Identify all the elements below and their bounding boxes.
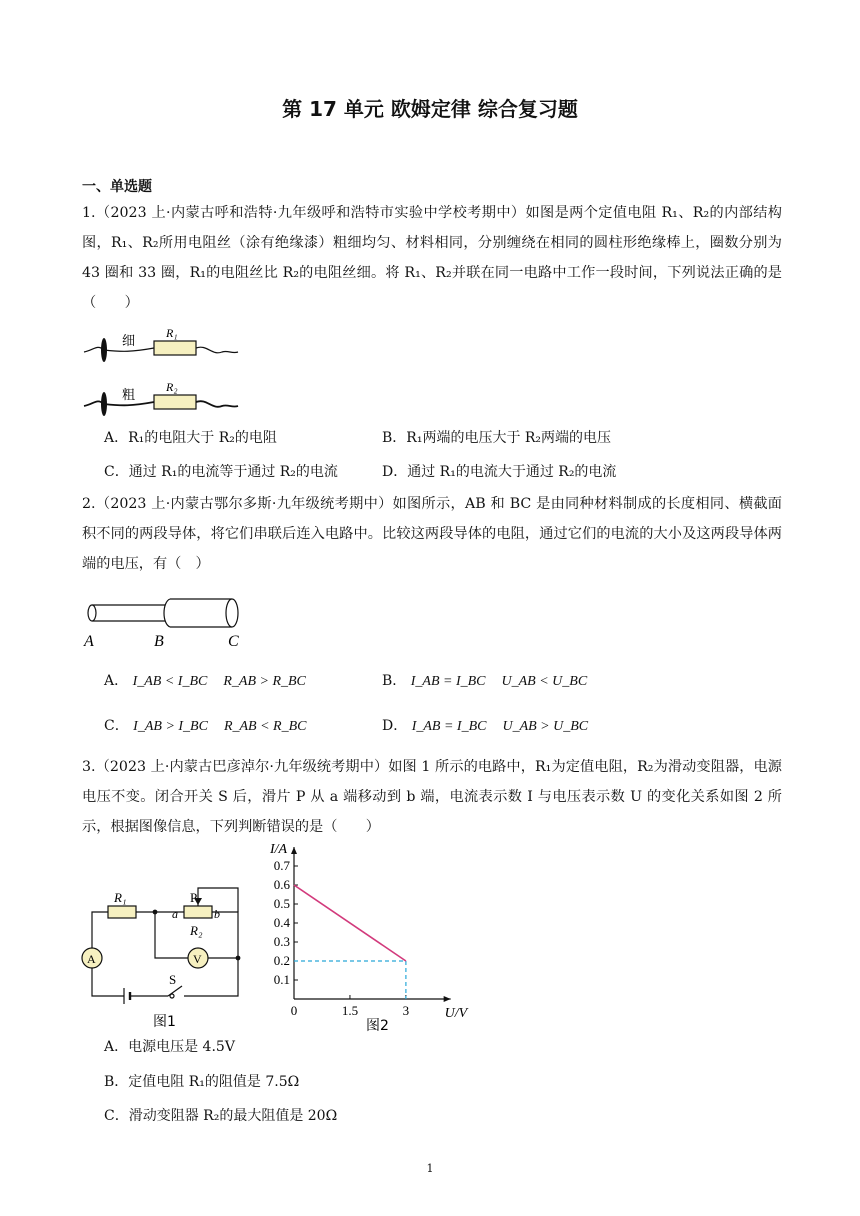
ammeter-label: A	[87, 952, 96, 966]
y-tick-label: 0.7	[273, 858, 290, 873]
voltmeter-label: V	[193, 952, 202, 966]
q3-option-a[interactable]: A．电源电压是 4.5V	[104, 1039, 235, 1055]
x-axis-label: U/V	[444, 1006, 468, 1021]
x-tick-label: 0	[290, 1003, 298, 1018]
circuit-diagram-fig1	[80, 880, 250, 1030]
y-tick-label: 0.6	[273, 877, 290, 892]
q2-option-a[interactable]	[104, 671, 322, 692]
option-expr-2: U_AB < U_BC	[501, 674, 588, 689]
option-letter: D．	[382, 718, 408, 734]
slider-p-label: P	[190, 890, 198, 905]
circuit-r1-label: R₁	[114, 890, 127, 905]
r2-label: R₂	[166, 380, 178, 394]
option-expr-2: R_AB > R_BC	[223, 674, 306, 689]
y-tick-label: 0.3	[273, 934, 290, 949]
point-c-label: C	[228, 633, 239, 650]
question-1-text: 1.（2023 上·内蒙古呼和浩特·九年级呼和浩特市实验中学校考期中）如图是两个定值电阻 R₁、R₂的内部结构图，R₁、R₂所用电阻丝（涂有绝缘漆）粗细均匀、材料相同，分别缠绕在相同的圆柱形绝缘棒上，圈数分别为 43 圈和 33 圈，R₁的电阻丝比 R₂的电阻丝细。将 R₁、R₂并联在同一电路中工作一段时间，下列说法正确的是（ ）	[82, 205, 782, 311]
point-b-label: B	[154, 633, 164, 650]
option-expr-1: I_AB < I_BC	[132, 674, 208, 689]
y-tick-label: 0.4	[273, 915, 290, 930]
x-axis-arrow	[444, 996, 451, 1002]
thin-label: 细	[122, 334, 136, 349]
option-letter: B．	[382, 673, 407, 689]
q2-option-d[interactable]	[382, 716, 604, 737]
question-3-text: 3.（2023 上·内蒙古巴彦淖尔·九年级统考期中）如图 1 所示的电路中，R₁为定值电阻，R₂为滑动变阻器，电源电压不变。闭合开关 S 后，滑片 P 从 a 端移动到 b 端，电流表示数 I 与电压表示数 U 的变化关系如图 2 所示，根据图像信息，下列判断错误的是（ ）	[82, 759, 782, 835]
q1-option-a[interactable]: A．R₁的电阻大于 R₂的电阻	[104, 430, 277, 446]
circuit-r2-label: R₂	[190, 923, 203, 938]
q1-option-d[interactable]: D．通过 R₁的电流大于通过 R₂的电流	[382, 464, 617, 480]
figure-2-caption: 图2	[366, 1018, 389, 1034]
page-number: 1	[426, 1162, 434, 1175]
circuit-r1	[108, 906, 136, 918]
q2-option-c[interactable]	[104, 716, 322, 737]
option-expr-2: U_AB > U_BC	[502, 719, 589, 734]
resistor-structure-figure	[82, 326, 242, 418]
x-tick-label: 3	[402, 1003, 410, 1018]
y-axis-label: I/A	[270, 844, 288, 857]
end-b-label: b	[214, 907, 220, 921]
option-expr-2: R_AB < R_BC	[223, 719, 307, 734]
end-a-label: a	[172, 907, 178, 921]
q3-option-c[interactable]: C．滑动变阻器 R₂的最大阻值是 20Ω	[104, 1108, 338, 1124]
page-title: 第 17 单元 欧姆定律 综合复习题	[282, 97, 578, 121]
option-letter: C．	[104, 718, 129, 734]
q1-option-c[interactable]: C．通过 R₁的电流等于通过 R₂的电流	[104, 464, 338, 480]
y-tick-label: 0.1	[273, 972, 290, 987]
resistor-r2	[154, 395, 196, 409]
y-tick-label: 0.5	[273, 896, 290, 911]
switch-label: S	[169, 972, 177, 987]
option-expr-1: I_AB = I_BC	[411, 719, 487, 734]
option-letter: A．	[104, 673, 129, 689]
conductor-figure	[82, 592, 252, 652]
r1-label: R₁	[166, 326, 178, 340]
section-heading: 一、单选题	[82, 179, 152, 195]
option-expr-1: I_AB = I_BC	[410, 674, 486, 689]
q2-option-b[interactable]	[382, 671, 603, 692]
question-2-text: 2.（2023 上·内蒙古鄂尔多斯·九年级统考期中）如图所示，AB 和 BC 是由同种材料制成的长度相同、横截面积不同的两段导体，将它们串联后连入电路中。比较这两段导体的电阻，通过它们的电流的大小及这两段导体两端的电压，有（ ）	[82, 496, 782, 572]
y-tick-label: 0.2	[273, 953, 290, 968]
q1-option-b[interactable]: B．R₁两端的电压大于 R₂两端的电压	[382, 430, 612, 446]
x-tick-label: 1.5	[341, 1003, 359, 1018]
figure-1-caption: 图1	[153, 1014, 176, 1030]
y-axis-arrow	[291, 847, 297, 854]
q3-option-b[interactable]: B．定值电阻 R₁的阻值是 7.5Ω	[104, 1074, 300, 1090]
circuit-r2	[184, 906, 212, 918]
point-a-label: A	[84, 633, 94, 650]
series-line	[294, 885, 406, 961]
option-expr-1: I_AB > I_BC	[133, 719, 208, 734]
thick-label: 粗	[122, 388, 136, 403]
resistor-r1	[154, 341, 196, 355]
iu-chart-fig2	[266, 844, 476, 1034]
